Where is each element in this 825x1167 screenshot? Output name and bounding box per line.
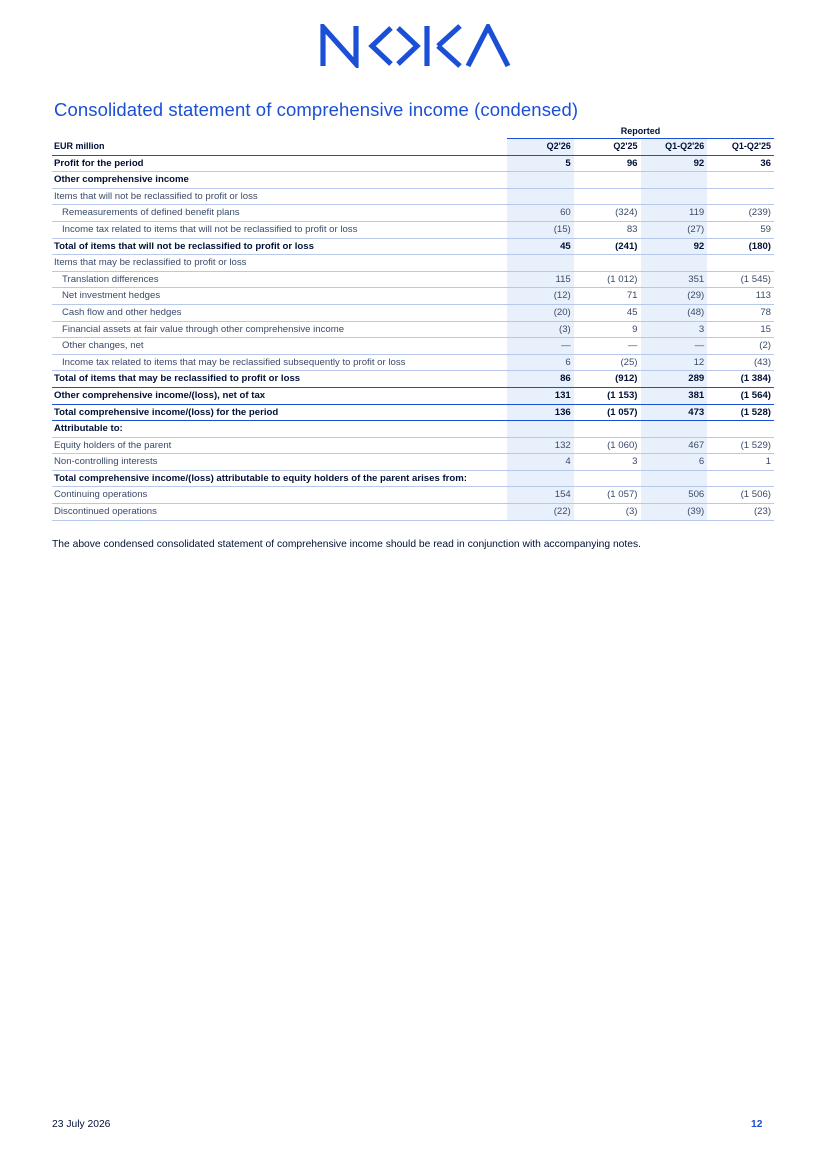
- cell-value: 12: [641, 354, 708, 371]
- row-label: Total comprehensive income/(loss) for the period: [52, 404, 507, 421]
- cell-value: 86: [507, 371, 574, 388]
- column-header: Q2'25: [574, 139, 641, 156]
- cell-value: 289: [641, 371, 708, 388]
- table-row: [52, 155, 774, 172]
- cell-value: (25): [574, 354, 641, 371]
- cell-value: (1 528): [707, 404, 774, 421]
- cell-value: 506: [641, 487, 708, 504]
- cell-value: 154: [507, 487, 574, 504]
- cell-value: 113: [707, 288, 774, 305]
- cell-value: 60: [507, 205, 574, 222]
- cell-value: (1 529): [707, 437, 774, 454]
- column-header-row: [52, 139, 774, 156]
- cell-value: [707, 255, 774, 272]
- row-label: Profit for the period: [52, 155, 507, 172]
- cell-value: (1 057): [574, 487, 641, 504]
- cell-value: [574, 188, 641, 205]
- cell-value: [641, 421, 708, 438]
- row-label: Income tax related to items that will not be reclassified to profit or loss: [52, 221, 507, 238]
- table-row: [52, 304, 774, 321]
- table-row: [52, 255, 774, 272]
- cell-value: (29): [641, 288, 708, 305]
- cell-value: (39): [641, 504, 708, 521]
- cell-value: 3: [641, 321, 708, 338]
- table-row: [52, 271, 774, 288]
- cell-value: [574, 255, 641, 272]
- cell-value: 36: [707, 155, 774, 172]
- comprehensive-income-table-container: [52, 125, 774, 521]
- row-label: Other comprehensive income: [52, 172, 507, 189]
- cell-value: (22): [507, 504, 574, 521]
- cell-value: (27): [641, 221, 708, 238]
- row-label: Net investment hedges: [52, 288, 507, 305]
- cell-value: [574, 470, 641, 487]
- row-label: Continuing operations: [52, 487, 507, 504]
- cell-value: (1 012): [574, 271, 641, 288]
- cell-value: 9: [574, 321, 641, 338]
- row-label: Total of items that may be reclassified to profit or loss: [52, 371, 507, 388]
- row-label: Items that may be reclassified to profit or loss: [52, 255, 507, 272]
- table-row: [52, 371, 774, 388]
- cell-value: [507, 470, 574, 487]
- table-row: [52, 221, 774, 238]
- cell-value: (1 153): [574, 387, 641, 404]
- cell-value: (20): [507, 304, 574, 321]
- cell-value: (239): [707, 205, 774, 222]
- cell-value: (43): [707, 354, 774, 371]
- cell-value: [507, 255, 574, 272]
- table-row: [52, 321, 774, 338]
- cell-value: (241): [574, 238, 641, 255]
- cell-value: [507, 421, 574, 438]
- table-row: [52, 470, 774, 487]
- cell-value: 381: [641, 387, 708, 404]
- cell-value: (1 384): [707, 371, 774, 388]
- cell-value: —: [507, 338, 574, 355]
- table-row: [52, 421, 774, 438]
- cell-value: (1 506): [707, 487, 774, 504]
- unit-label: EUR million: [52, 139, 507, 156]
- cell-value: (324): [574, 205, 641, 222]
- cell-value: 115: [507, 271, 574, 288]
- cell-value: 15: [707, 321, 774, 338]
- column-header: Q1-Q2'26: [641, 139, 708, 156]
- table-row: [52, 205, 774, 222]
- page-number: 12: [751, 1119, 763, 1130]
- row-label: Other comprehensive income/(loss), net of tax: [52, 387, 507, 404]
- table-row: [52, 387, 774, 404]
- row-label: Remeasurements of defined benefit plans: [52, 205, 507, 222]
- comprehensive-income-table: [52, 125, 774, 521]
- cell-value: [641, 255, 708, 272]
- cell-value: 59: [707, 221, 774, 238]
- reported-header: Reported: [507, 125, 774, 139]
- row-label: Non-controlling interests: [52, 454, 507, 471]
- row-label: Income tax related to items that may be reclassified subsequently to profit or loss: [52, 354, 507, 371]
- table-row: [52, 172, 774, 189]
- row-label: Cash flow and other hedges: [52, 304, 507, 321]
- cell-value: 45: [507, 238, 574, 255]
- cell-value: (912): [574, 371, 641, 388]
- cell-value: [641, 470, 708, 487]
- cell-value: 71: [574, 288, 641, 305]
- cell-value: 351: [641, 271, 708, 288]
- cell-value: 467: [641, 437, 708, 454]
- table-row: [52, 188, 774, 205]
- nokia-logo-icon: [320, 24, 512, 68]
- cell-value: [641, 188, 708, 205]
- group-header-row: [52, 125, 774, 139]
- table-row: [52, 454, 774, 471]
- cell-value: [707, 188, 774, 205]
- cell-value: (23): [707, 504, 774, 521]
- cell-value: 131: [507, 387, 574, 404]
- cell-value: (2): [707, 338, 774, 355]
- row-label: Other changes, net: [52, 338, 507, 355]
- page-title: Consolidated statement of comprehensive income (condensed): [54, 99, 579, 120]
- cell-value: (15): [507, 221, 574, 238]
- table-row: [52, 404, 774, 421]
- column-header: Q1-Q2'25: [707, 139, 774, 156]
- cell-value: [507, 172, 574, 189]
- nokia-logo: [320, 24, 512, 68]
- cell-value: 4: [507, 454, 574, 471]
- cell-value: 45: [574, 304, 641, 321]
- table-row: [52, 238, 774, 255]
- table-row: [52, 487, 774, 504]
- cell-value: [574, 172, 641, 189]
- footnote: The above condensed consolidated statement of comprehensive income should be read in conjunction with accompanying notes.: [52, 539, 642, 550]
- cell-value: (1 545): [707, 271, 774, 288]
- cell-value: 132: [507, 437, 574, 454]
- cell-value: (48): [641, 304, 708, 321]
- row-label: Translation differences: [52, 271, 507, 288]
- cell-value: (12): [507, 288, 574, 305]
- footer-date: 23 July 2026: [52, 1119, 111, 1130]
- cell-value: [574, 421, 641, 438]
- cell-value: 96: [574, 155, 641, 172]
- cell-value: [507, 188, 574, 205]
- cell-value: 92: [641, 155, 708, 172]
- cell-value: [641, 172, 708, 189]
- cell-value: 473: [641, 404, 708, 421]
- table-row: [52, 437, 774, 454]
- cell-value: [707, 470, 774, 487]
- row-label: Total comprehensive income/(loss) attributable to equity holders of the parent arises from:: [52, 470, 507, 487]
- cell-value: 6: [507, 354, 574, 371]
- cell-value: 92: [641, 238, 708, 255]
- cell-value: (180): [707, 238, 774, 255]
- row-label: Equity holders of the parent: [52, 437, 507, 454]
- cell-value: [707, 421, 774, 438]
- table-row: [52, 504, 774, 521]
- cell-value: [707, 172, 774, 189]
- cell-value: 78: [707, 304, 774, 321]
- row-label: Discontinued operations: [52, 504, 507, 521]
- cell-value: 3: [574, 454, 641, 471]
- cell-value: (1 060): [574, 437, 641, 454]
- row-label: Attributable to:: [52, 421, 507, 438]
- cell-value: (1 057): [574, 404, 641, 421]
- cell-value: (3): [507, 321, 574, 338]
- cell-value: 6: [641, 454, 708, 471]
- row-label: Financial assets at fair value through other comprehensive income: [52, 321, 507, 338]
- table-row: [52, 354, 774, 371]
- cell-value: 136: [507, 404, 574, 421]
- cell-value: —: [641, 338, 708, 355]
- column-header: Q2'26: [507, 139, 574, 156]
- cell-value: 119: [641, 205, 708, 222]
- cell-value: —: [574, 338, 641, 355]
- cell-value: 1: [707, 454, 774, 471]
- cell-value: (3): [574, 504, 641, 521]
- row-label: Items that will not be reclassified to profit or loss: [52, 188, 507, 205]
- row-label: Total of items that will not be reclassified to profit or loss: [52, 238, 507, 255]
- cell-value: 5: [507, 155, 574, 172]
- cell-value: 83: [574, 221, 641, 238]
- table-row: [52, 338, 774, 355]
- cell-value: (1 564): [707, 387, 774, 404]
- table-row: [52, 288, 774, 305]
